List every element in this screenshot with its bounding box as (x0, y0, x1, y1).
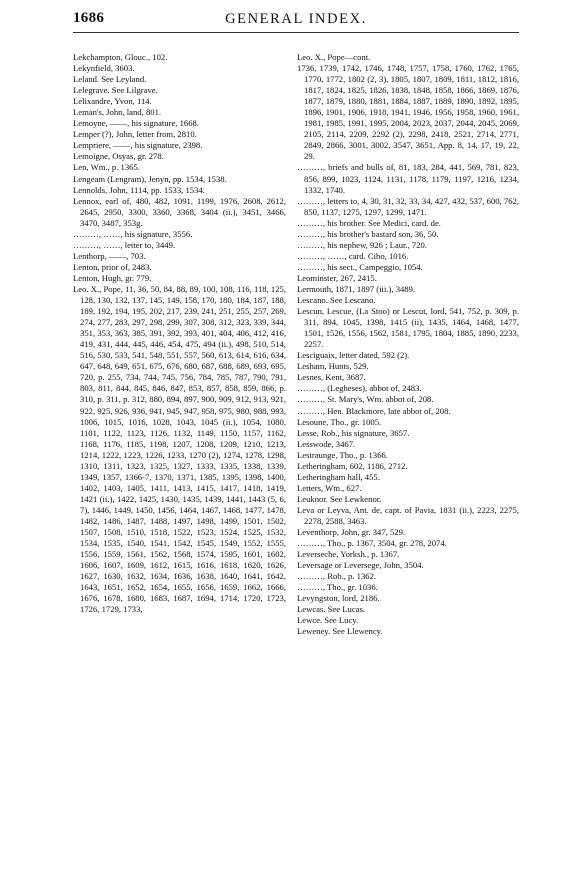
index-entry: Lermouth, 1871, 1897 (iii.), 3489. (297, 283, 416, 294)
index-entry: Lekchampton, Glouc., 102. (73, 52, 168, 62)
index-entry: ………, (Legheses), abbot of, 2483. (297, 383, 422, 394)
index-entry: Lempriere, ——, his signature, 2398. (73, 140, 203, 151)
index-entry: Lekynfield, 3603. (73, 63, 135, 74)
index-entry: Lestraunge, Tho., p. 1366. (297, 449, 388, 460)
index-entry: ………, his nephew, 926 ; Laur., 720. (297, 239, 427, 250)
index-entry: ………, letters to, 4, 30, 31, 32, 33, 34, 427, 432, 537, 600, 762, 850, 1137, 1275, 1297, 1299, 1471. (297, 195, 519, 217)
index-entry: Lesswode, 3467. (297, 438, 356, 449)
index-entry: Lewcas. See Lucas. (297, 604, 366, 615)
index-entry: Levyngston, lord, 2186. (297, 593, 380, 604)
page-header (73, 10, 519, 30)
index-entry: ………, his sect., Campeggio, 1054. (297, 261, 423, 272)
index-entry: Lescano. See Lescano. (297, 295, 376, 306)
index-entry: Lennox, earl of, 480, 482, 1091, 1199, 1976, 2608, 2612, 2645, 2950, 3300, 3360, 3368, 3404 (ii.), 3451, 3466, 3470, 3487, 353g. (73, 195, 286, 228)
index-entry: Leversage or Leversege, John, 3504. (297, 560, 424, 571)
index-entry: Letters, Wm., 627. (297, 482, 362, 493)
index-entry: Lenton, Hugh, gr. 779. (73, 272, 152, 283)
index-entry: 1736, 1739, 1742, 1746, 1748, 1757, 1758, 1760, 1762, 1765, 1770, 1772, 1802 (2, 3), 1805, 1807, 1809, 1811, 1812, 1816, 1817, 1824, 1825, 1826, 1838, 1848, 1858, 1866, 1869, 1876, 1877, 1879, 1880, 1881, 1884, 1887, 1889, 1890, 1892, 1895, 1896, 1901, 1906, 1918, 1941, 1946, 1956, 1958, 1960, 1961, 1981, 1985, 1991, 1995, 2004, 2023, 2037, 2044, 2045, 2069, 2105, 2114, 2209, 2292 (2), 2298, 2418, 2521, 2714, 2771, 2849, 2866, 3001, 3002, 3547, 3651, App. 8, 14, 17, 19, 22, 29. (297, 63, 519, 162)
index-entry: Leverseche, Yorksh., p. 1367. (297, 549, 400, 560)
index-entry: Len, Wm., p. 1365. (73, 162, 140, 173)
index-entry: Lengeam (Lengram), Jenyn, pp. 1534, 1538. (73, 173, 227, 184)
index-entry: Lenton, prior of, 2483. (73, 261, 152, 272)
header-rule (73, 32, 519, 33)
index-entry: Lenthorp, ——, 703. (73, 250, 146, 261)
index-entry: ………, St. Mary's, Wm. abbot of, 208. (297, 394, 434, 405)
index-entry: Lemoyne, ——, his signature, 1668. (73, 118, 200, 129)
page-title: GENERAL INDEX. (225, 11, 367, 27)
index-entry: Leva or Leyva, Ant. de, capt. of Pavia, 1831 (ii.), 2223, 2275, 2278, 2588, 3463. (297, 504, 519, 526)
index-entry: Leuknor. See Lewkenor. (297, 493, 382, 504)
index-column-left (73, 52, 286, 615)
index-entry: Leominster, 267, 2415. (297, 272, 377, 283)
index-entry: Lewce. See Lucy. (297, 615, 359, 626)
index-entry: ………, ……, letter to, 3449. (73, 239, 176, 250)
index-entry: ………, his brother's bastard son, 36, 50. (297, 228, 439, 239)
index-entry: ………, Tho., gr. 1036. (297, 582, 378, 593)
index-entry: Lescun, Lescue, (La Stoo) or Lescut, lord, 541, 752, p. 309, p. 311, 894, 1045, 1398, 1415 (ii), 1435, 1464, 1468, 1477, 1501, 1526, 1556, 1562, 1581, 1795, 1804, 1885, 1890, 2233, 2257. (297, 306, 519, 350)
index-entry: Leman's, John, land, 801. (73, 107, 162, 118)
index-entry: ………, ……, his signature, 3556. (73, 228, 193, 239)
index-entry: Lemper (?), John, letter from, 2810. (73, 129, 197, 140)
index-entry: ………, Hen. Blackmore, late abbot of, 208. (297, 405, 451, 416)
index-entry: ………, ……, card. Cibo, 1016. (297, 250, 409, 261)
index-entry: Leland. See Leyland. (73, 74, 147, 85)
index-entry: Lesciguaix, letter dated, 592 (2). (297, 350, 410, 361)
index-entry: Lesse, Rob., his signature, 3657. (297, 427, 410, 438)
index-entry: Lemoigne, Osyas, gr. 278. (73, 151, 164, 162)
index-column-right (297, 52, 519, 637)
index-entry: Lelixandre, Yvon, 114. (73, 96, 152, 107)
index-entry: Leo. X., Pope—cont. (297, 52, 371, 62)
index-entry: Leweney. See Llewency. (297, 626, 383, 637)
index-entry: ………, his brother. See Medici, card. de. (297, 217, 441, 228)
index-entry: Leo. X., Pope, 11, 36, 50, 84, 88, 89, 100, 108, 116, 118, 125, 128, 130, 132, 137, 145, 149, 158, 170, 180, 184, 187, 188, 189, 192, 194, 195, 202, 217, 239, 241, 251, 255, 257, 269, 274, 277, 283, 297, 298, 299, 307, 308, 312, 323, 339, 344, 351, 353, 363, 385, 391, 392, 393, 401, 404, 406, 412, 416, 419, 431, 444, 445, 446, 454, 475, 494 (ii.), 498, 510, 514, 516, 530, 533, 541, 548, 551, 557, 560, 613, 614, 616, 634, 647, 648, 649, 651, 675, 676, 680, 687, 688, 689, 693, 695, 720, p. 255, 734, 744, 745, 756, 784, 785, 787, 790, 791, 803, 811, 844, 845, 846, 847, 853, 857, 858, 859, 866, p. 310, p. 311, p. 312, 880, 894, 897, 900, 909, 912, 913, 921, 922, 925, 926, 936, 941, 945, 947, 958, 975, 980, 988, 993, 1006, 1015, 1016, 1028, 1043, 1045 (ii.), 1054, 1080, 1101, 1122, 1123, 1126, 1132, 1149, 1150, 1157, 1162, 1168, 1176, 1185, 1198, 1207, 1208, 1209, 1210, 1213, 1214, 1222, 1223, 1226, 1233, 1270 (2), 1274, 1278, 1298, 1310, 1311, 1323, 1325, 1327, 1333, 1335, 1338, 1339, 1349, 1357, 1366-7, 1370, 1371, 1385, 1395, 1398, 1400, 1402, 1403, 1405, 1411, 1413, 1415, 1417, 1418, 1419, 1421 (ii.), 1422, 1425, 1430, 1435, 1439, 1441, 1443 (5, 6, 7), 1446, 1449, 1450, 1456, 1464, 1467, 1468, 1477, 1478, 1482, 1486, 1487, 1488, 1497, 1498, 1499, 1501, 1502, 1507, 1508, 1510, 1518, 1522, 1523, 1524, 1525, 1532, 1534, 1535, 1540, 1541, 1542, 1545, 1549, 1552, 1555, 1556, 1559, 1561, 1562, 1568, 1574, 1595, 1601, 1602, 1606, 1607, 1609, 1612, 1615, 1616, 1618, 1620, 1626, 1627, 1630, 1632, 1634, 1636, 1638, 1640, 1641, 1642, 1643, 1651, 1652, 1654, 1655, 1656, 1659, 1662, 1666, 1676, 1678, 1680, 1683, 1687, 1694, 1714, 1720, 1723, 1726, 1729, 1733, (73, 283, 286, 615)
page-number: 1686 (73, 10, 105, 26)
index-entry: Letheringham hall, 455. (297, 471, 380, 482)
index-entry: Lesoune, Tho., gr. 1005. (297, 416, 382, 427)
index-entry: Lesnes, Kent, 3687. (297, 372, 366, 383)
index-entry: Letheringham, 602, 1186, 2712. (297, 460, 408, 471)
index-entry: Leventhorp, John, gr. 347, 529. (297, 527, 406, 538)
index-entry: Lennolds, John, 1114, pp. 1533, 1534. (73, 184, 205, 195)
index-entry: Lelegrave. See Lilgrave. (73, 85, 158, 96)
index-entry: ………, briefs and bulls of, 81, 183, 284, 441, 569, 781, 823, 856, 899, 1023, 1124, 1131, 1178, 1179, 1197, 1216, 1234, 1332, 1740. (297, 162, 519, 195)
index-entry: ………, Tho., p. 1367, 3504, gr. 278, 2074. (297, 538, 447, 549)
index-entry: ………, Rob., p. 1362. (297, 571, 377, 582)
index-entry: Lesham, Hunts, 529. (297, 361, 369, 372)
